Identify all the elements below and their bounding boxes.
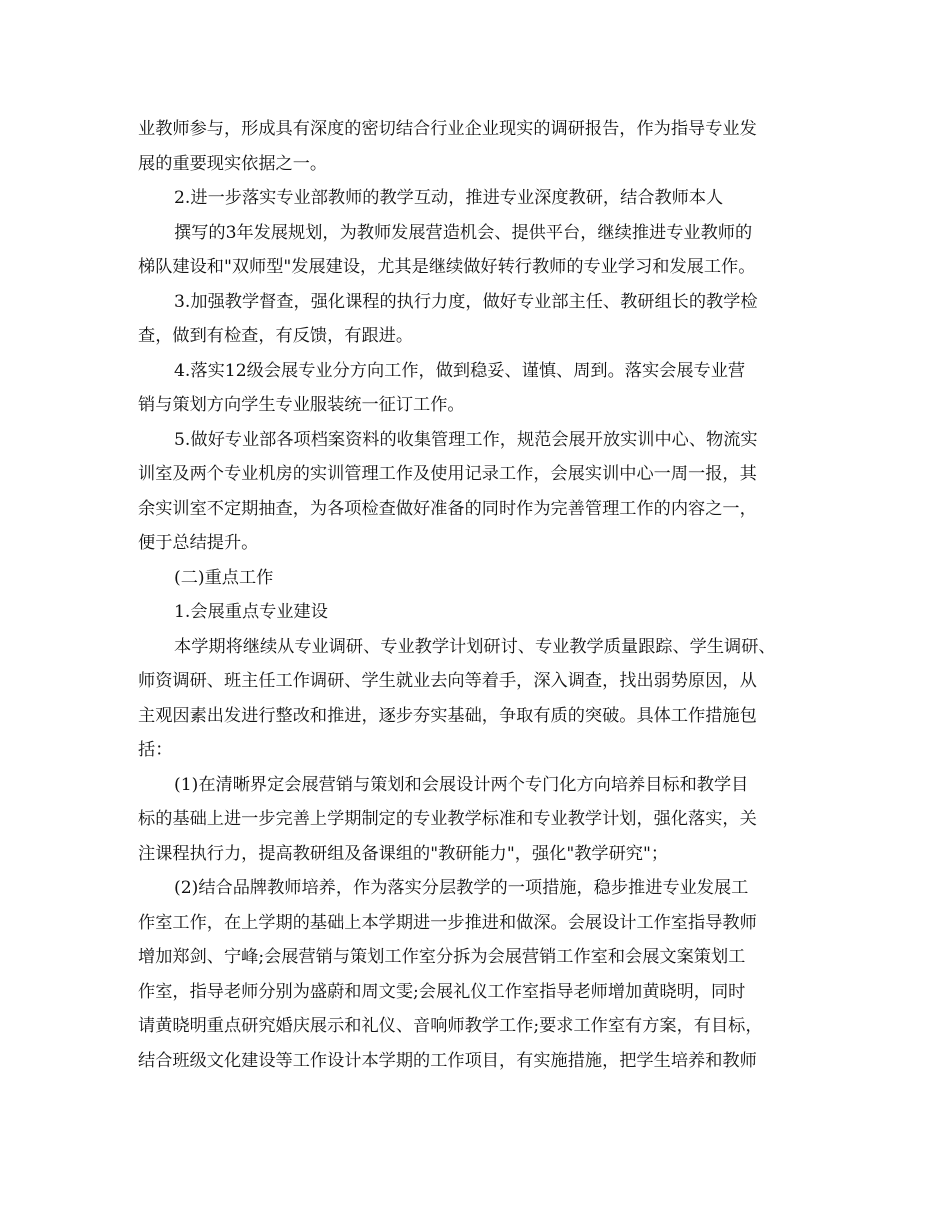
text-line: 注课程执行力，提高教研组及备课组的"教研能力"，强化"教学研究"； xyxy=(138,843,669,864)
text-line: 标的基础上进一步完善上学期制定的专业教学标准和专业教学计划，强化落实，关 xyxy=(138,809,757,829)
text-line: 2.进一步落实专业部教师的教学互动，推进专业深度教研，结合教师本人 xyxy=(174,188,724,208)
text-line: 4.落实12级会展专业分方向工作，做到稳妥、谨慎、周到。落实会展专业营 xyxy=(174,360,746,381)
text-line: 便于总结提升。 xyxy=(138,533,259,553)
text-line: 余实训室不定期抽查，为各项检查做好准备的同时作为完善管理工作的内容之一， xyxy=(138,498,757,519)
text-line: (2)结合品牌教师培养，作为落实分层教学的一项措施，稳步推进专业发展工 xyxy=(174,878,749,898)
text-line: 查，做到有检查，有反馈，有跟进。 xyxy=(138,326,414,346)
text-line: 撰写的3年发展规划，为教师发展营造机会、提供平台，继续推进专业教师的 xyxy=(174,222,753,243)
text-line: 师资调研、班主任工作调研、学生就业去向等着手，深入调查，找出弱势原因，从 xyxy=(138,671,757,691)
text-line: 5.做好专业部各项档案资料的收集管理工作，规范会展开放实训中心、物流实 xyxy=(174,429,758,450)
text-line: 销与策划方向学生专业服装统一征订工作。 xyxy=(138,395,465,415)
text-line: 本学期将继续从专业调研、专业教学计划研讨、专业教学质量跟踪、学生调研、 xyxy=(174,636,776,657)
text-line: 作室工作，在上学期的基础上本学期进一步推进和做深。会展设计工作室指导教师 xyxy=(138,912,757,933)
text-line: 梯队建设和"双师型"发展建设，尤其是继续做好转行教师的专业学习和发展工作。 xyxy=(138,257,756,277)
text-line: 1.会展重点专业建设 xyxy=(174,602,328,622)
text-line: (二)重点工作 xyxy=(174,567,274,588)
text-line: 主观因素出发进行整改和推进，逐步夯实基础，争取有质的突破。具体工作措施包 xyxy=(138,705,757,726)
text-line: 业教师参与，形成具有深度的密切结合行业企业现实的调研报告，作为指导专业发 xyxy=(138,119,757,139)
document-body xyxy=(138,112,828,1078)
text-line: 作室，指导老师分别为盛蔚和周文雯;会展礼仪工作室指导老师增加黄晓明，同时 xyxy=(138,981,746,1002)
text-line: (1)在清晰界定会展营销与策划和会展设计两个专门化方向培养目标和教学目 xyxy=(174,774,749,795)
text-line: 请黄晓明重点研究婚庆展示和礼仪、音响师教学工作;要求工作室有方案，有目标， xyxy=(138,1016,763,1036)
text-line: 3.加强教学督查，强化课程的执行力度，做好专业部主任、教研组长的教学检 xyxy=(174,291,758,312)
text-line: 括： xyxy=(138,740,173,760)
text-line: 增加郑剑、宁峰;会展营销与策划工作室分拆为会展营销工作室和会展文案策划工 xyxy=(138,947,746,967)
text-line: 展的重要现实依据之一。 xyxy=(138,153,328,174)
text-line: 训室及两个专业机房的实训管理工作及使用记录工作，会展实训中心一周一报，其 xyxy=(138,464,757,484)
text-line: 结合班级文化建设等工作设计本学期的工作项目，有实施措施，把学生培养和教师 xyxy=(138,1050,757,1071)
